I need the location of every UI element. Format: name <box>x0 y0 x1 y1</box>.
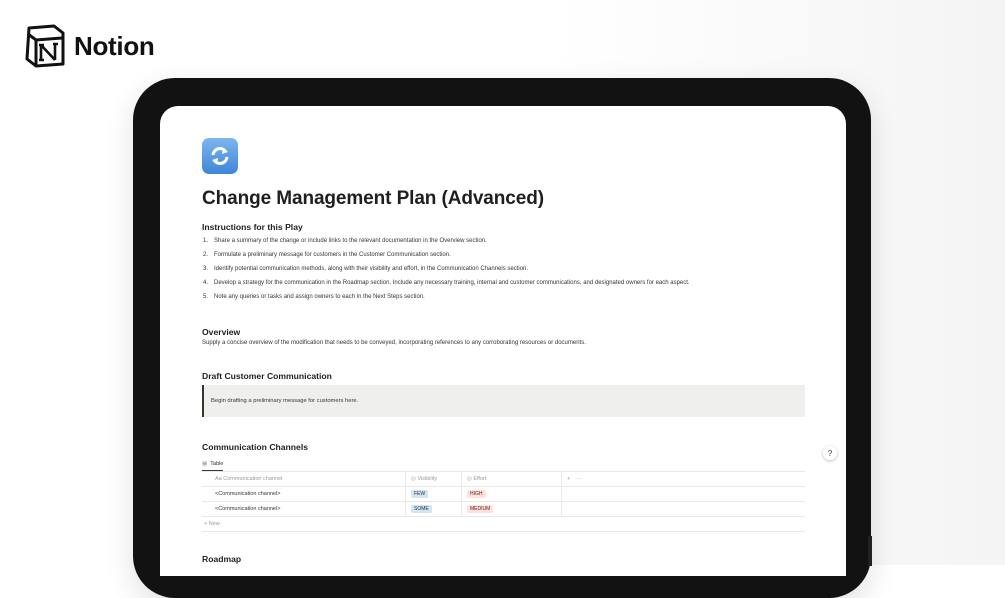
overview-heading: Overview <box>202 326 241 337</box>
instructions-heading: Instructions for this Play <box>202 222 303 232</box>
plus-icon: + <box>204 520 209 527</box>
draft-heading: Draft Customer Communication <box>202 370 332 381</box>
overview-text: Supply a concise overview of the modification that needs to be conveyed, incorporating references to any corroborating resources or documents. <box>202 339 586 346</box>
draft-callout[interactable] <box>202 385 805 417</box>
select-property-icon: ◎ <box>411 475 418 482</box>
select-property-icon: ◎ <box>467 475 474 482</box>
notion-logo-icon <box>24 24 66 68</box>
table-row[interactable] <box>202 487 805 502</box>
help-label: ? <box>827 448 833 458</box>
notion-logo <box>24 24 155 68</box>
effort-tag: HIGH <box>467 490 486 498</box>
column-header-channel[interactable]: Aa Communication channel <box>215 475 283 482</box>
list-item: 4. Develop a strategy for the communication in the Roadmap section. Include any necessary training, internal and customer communications, and designated owners for each aspect. <box>203 279 690 286</box>
cell-empty <box>561 502 805 516</box>
column-header-effort[interactable]: ◎ Effort <box>461 472 561 486</box>
table-icon: ▦ <box>202 460 208 467</box>
new-label: New <box>208 520 220 527</box>
channels-table <box>202 471 805 532</box>
help-button[interactable] <box>823 446 837 460</box>
channels-heading: Communication Channels <box>202 441 308 452</box>
table-header-actions <box>561 472 805 486</box>
list-item: 3. Identify potential communication methods, along with their visibility and effort, in the Communication Channels section. <box>203 265 529 272</box>
text-property-icon: Aa <box>215 475 224 482</box>
notion-page <box>160 106 846 576</box>
cell-channel[interactable]: <Communication channel> <box>215 505 281 512</box>
cell-visibility[interactable] <box>405 487 461 501</box>
brand-name: Notion <box>74 30 155 61</box>
cell-visibility[interactable] <box>405 502 461 516</box>
effort-tag: MEDIUM <box>467 505 493 513</box>
tablet-edge <box>868 536 872 566</box>
roadmap-heading: Roadmap <box>202 553 242 564</box>
tab-table-view[interactable] <box>202 461 223 471</box>
visibility-tag: FEW <box>411 490 428 498</box>
list-item: 5. Note any queries or tasks and assign owners to each in the Next Steps section. <box>203 293 425 300</box>
new-row-button[interactable] <box>202 517 805 532</box>
cell-empty <box>561 487 805 501</box>
visibility-tag: SOME <box>411 505 432 513</box>
tab-label: Table <box>210 460 224 467</box>
arrows-counterclockwise-icon[interactable] <box>202 138 238 174</box>
add-property-icon[interactable]: + <box>567 475 571 482</box>
cell-channel[interactable]: <Communication channel> <box>215 490 281 497</box>
page-title[interactable]: Change Management Plan (Advanced) <box>202 188 544 209</box>
page-content <box>202 138 805 564</box>
callout-text: Begin drafting a preliminary message for customers here. <box>211 397 359 404</box>
list-item: 2. Formulate a preliminary message for customers in the Customer Communication section. <box>203 251 451 258</box>
cell-effort[interactable] <box>461 502 561 516</box>
cell-effort[interactable] <box>461 487 561 501</box>
table-row[interactable] <box>202 502 805 517</box>
table-header <box>202 472 805 487</box>
instructions-list <box>202 235 805 305</box>
column-header-visibility[interactable]: ◎ Visibility <box>405 472 461 486</box>
list-item: 1. Share a summary of the change or include links to the relevant documentation in the Overview section. <box>203 238 487 244</box>
more-options-icon[interactable]: ··· <box>576 475 582 482</box>
